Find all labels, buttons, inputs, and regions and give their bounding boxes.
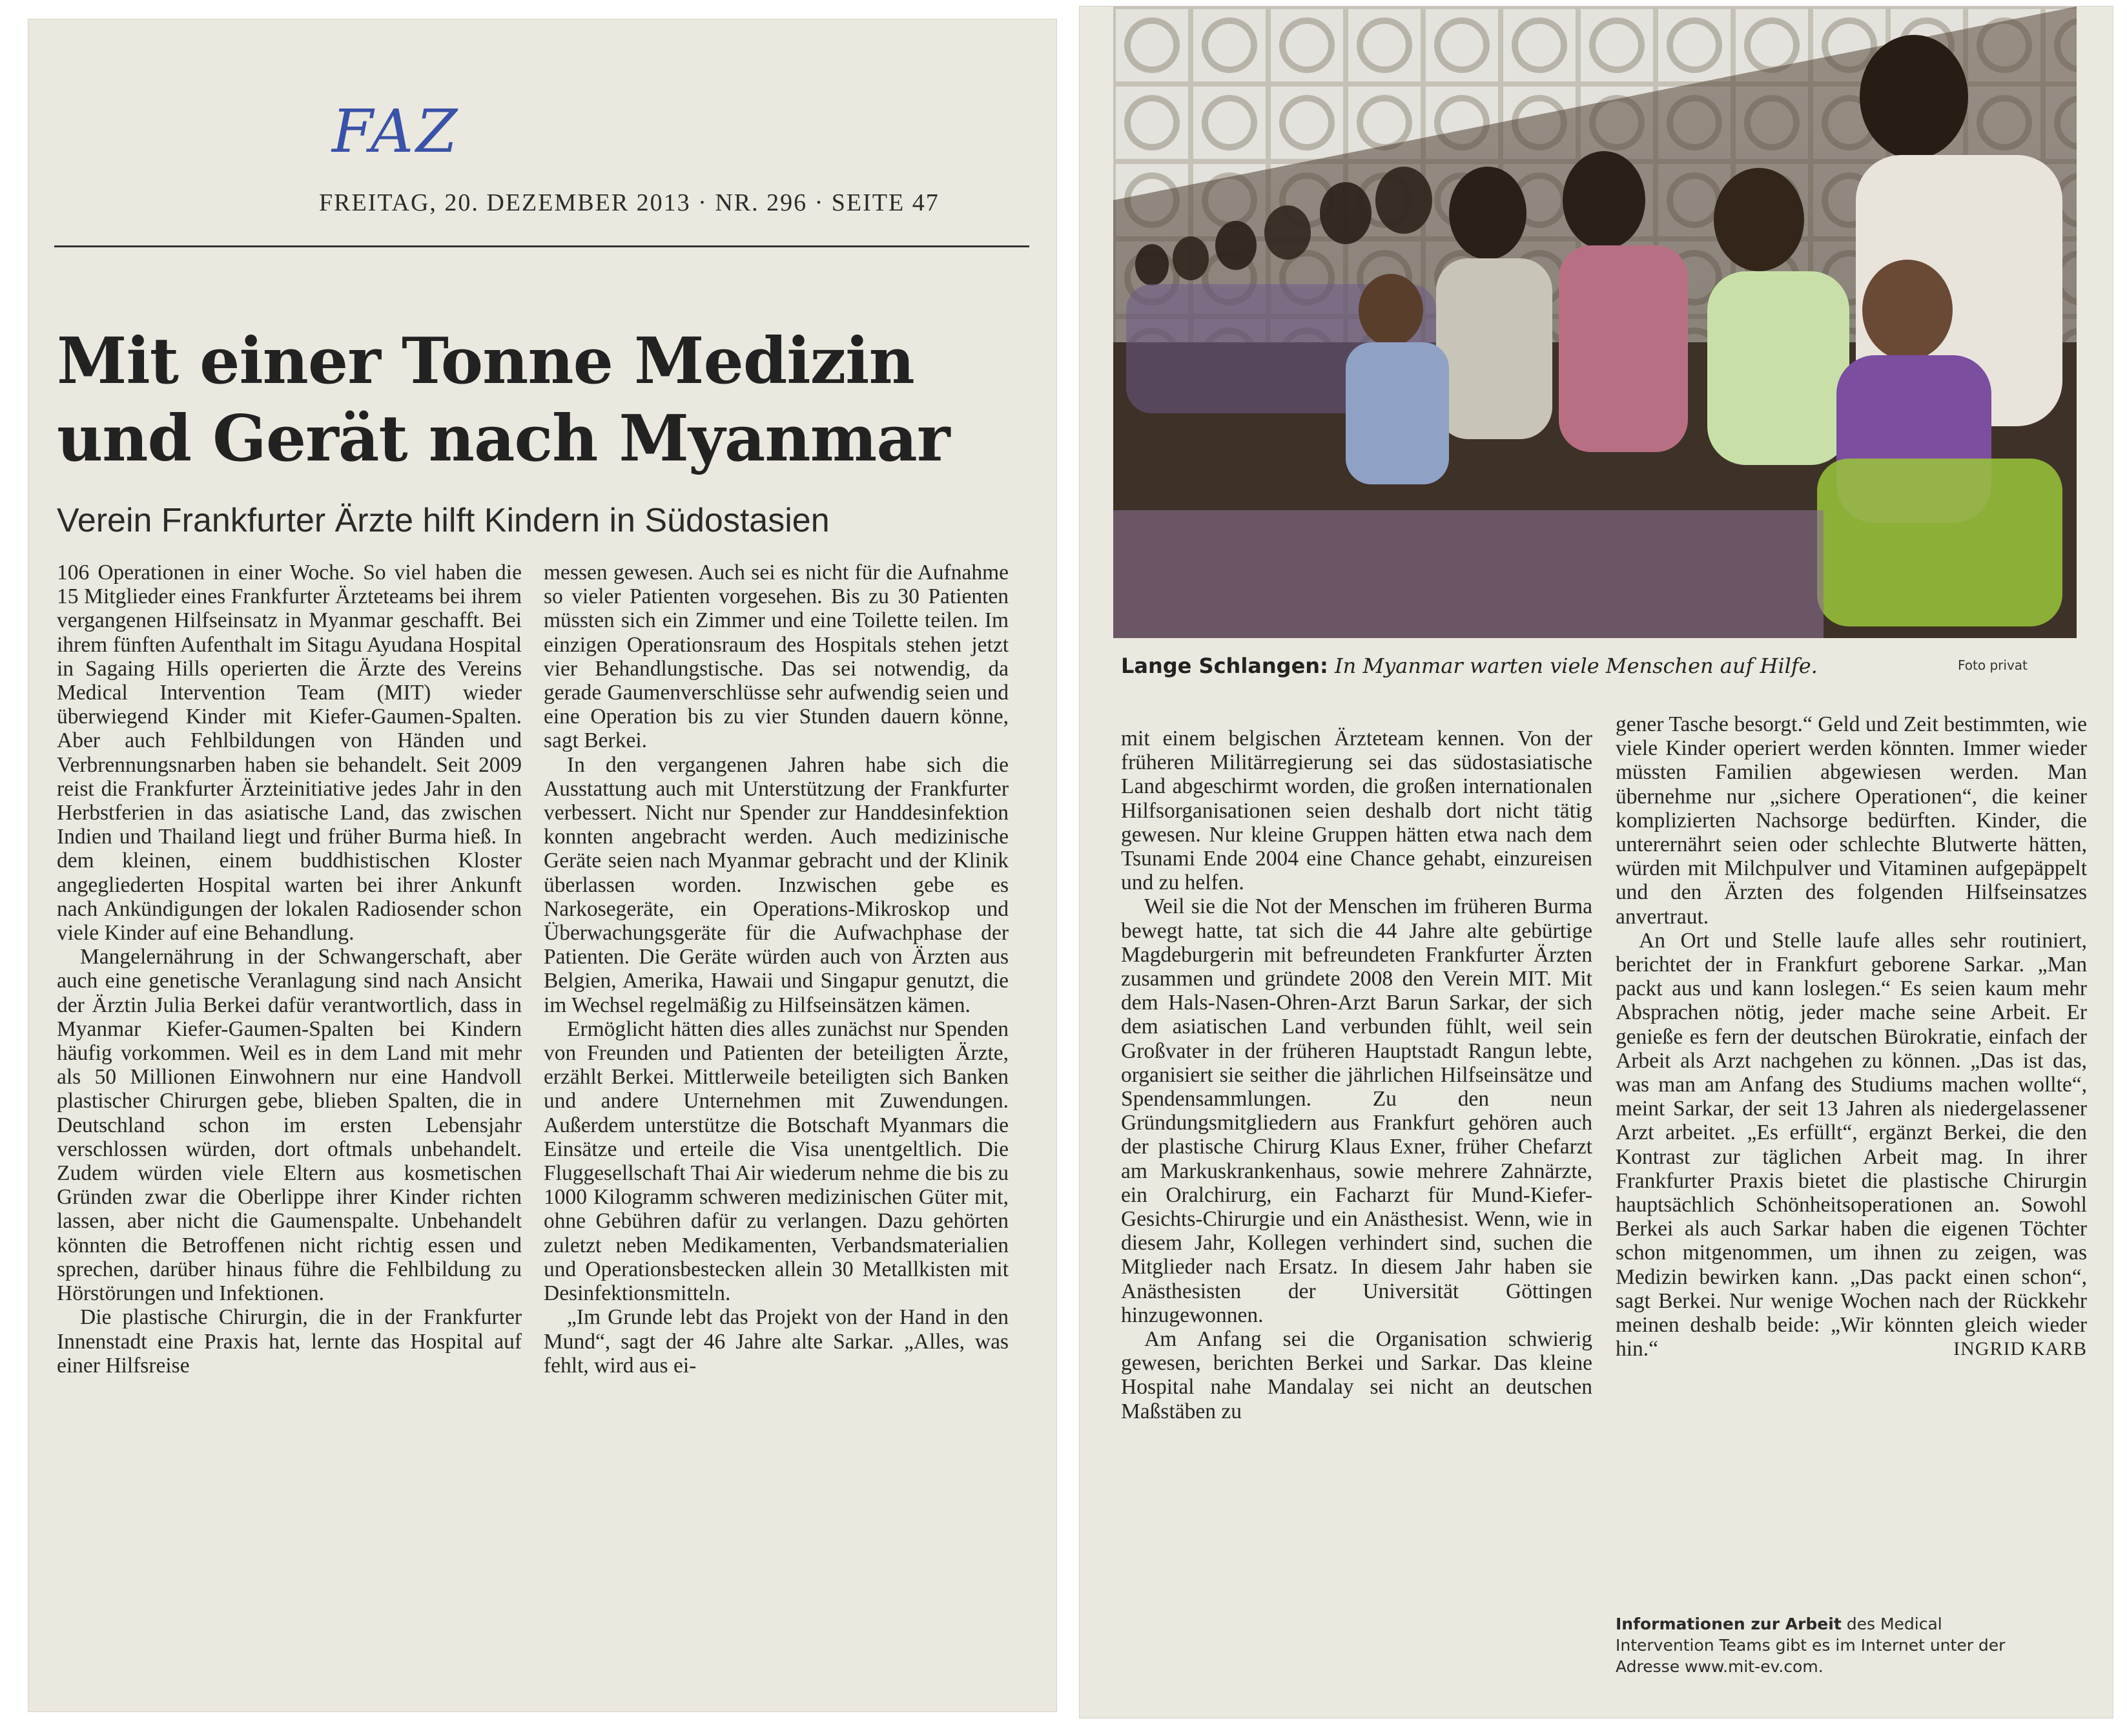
article-column-2 bbox=[544, 561, 1009, 1378]
article-column-3 bbox=[1121, 727, 1592, 1423]
caption-text: In Myanmar warten viele Menschen auf Hilfe. bbox=[1335, 654, 1818, 678]
headline: Mit einer Tonne Medizin und Gerät nach Myanmar bbox=[57, 324, 950, 476]
clipping-left bbox=[28, 19, 1056, 1711]
paragraph: messen gewesen. Auch sei es nicht für die Aufnahme so vieler Patienten vorgesehen. Bis zu 30 Patienten müssten sich ein Zimmer und eine Toilette teilen. Im einzigen Operationsraum des Hospitals stehen jetzt vier Behandlungstische. Das sei notwendig, da gerade Gaumenverschlüsse sehr aufwendig seien und eine Operation bis zu vier Stunden dauern könne, sagt Berkei. bbox=[544, 561, 1009, 753]
photo-credit: Foto privat bbox=[1958, 657, 2028, 673]
article-column-1 bbox=[57, 561, 522, 1378]
paragraph: An Ort und Stelle laufe alles sehr routiniert, berichtet der in Frankfurt geborene Sarkar. „Man packt aus und kann loslegen.“ Es seien kaum mehr Absprachen nötig, jeder mache seine Arbeit. Er genieße es fern der deutschen Bürokratie, einfach der Arbeit als Arzt nachgehen zu können. „Das ist das, was man am Anfang des Studiums machen wollte“, meint Sarkar, der seit 13 Jahren als niedergelassener Arzt arbeitet. „Es erfüllt“, ergänzt Berkei, die den Kontrast zur täglichen Arbeit mag. In ihrer Frankfurter Praxis bietet die plastische Chirurgin hauptsächlich Schönheitsoperationen an. Sowohl Berkei als auch Sarkar haben die eigenen Töchter schon mitgenommen, um ihnen zu zeigen, was Medizin bewirken kann. „Das packt einen schon“, sagt Berkei. Nur wenige Wochen nach der Rückkehr meinen deshalb beide: „Wir könnten gleich wieder hin.“ bbox=[1616, 928, 2087, 1361]
paragraph: Mangelernährung in der Schwangerschaft, aber auch eine genetische Veranlagung sind nach Ansicht der Ärztin Julia Berkei dafür verantwortlich, dass in Myanmar Kiefer-Gaumen-Spalten bei Kindern häufig vorkommen. Weil es in dem Land mit mehr als 50 Millionen Einwohnern nur eine Handvoll plastischer Chirurgen gebe, blieben Spalten, die in Deutschland schon im ersten Lebensjahr verschlossen würden, dort oftmals unbehandelt. Zudem würden viele Eltern aus kosmetischen Gründen zwar die Oberlippe ihrer Kinder richten lassen, aber nicht die Gaumenspalte. Unbehandelt könnten die Betroffenen nicht richtig essen und sprechen, darüber hinaus führe die Fehlbildung zu Hörstörungen und Infektionen. bbox=[57, 945, 522, 1306]
paragraph: Weil sie die Not der Menschen im früheren Burma bewegt hatte, tat sich die 44 Jahre alte gebürtige Magdeburgerin mit befreundeten Frankfurter Ärzten zusammen und gründete 2008 den Verein MIT. Mit dem Hals-Nasen-Ohren-Arzt Barun Sarkar, der sich dem asiatischen Land verbunden fühlt, weil sein Großvater in der früheren Hauptstadt Rangun lebte, organisiert sie seither die jährlichen Hilfseinsätze und Spendensammlungen. Zu den neun Gründungsmitgliedern aus Frankfurt gehören auch der plastische Chirurg Klaus Exner, früher Chefarzt am Markuskrankenhaus, sowie mehrere Zahnärzte, ein Oralchirurg, ein Facharzt für Mund-Kiefer-Gesichts-Chirurgie und ein Anästhesist. Wenn, wie in diesem Jahr, Kollegen verhindert sind, suchen die Mitglieder nach Ersatz. In diesem Jahr haben sie Anästhesisten der Universität Göttingen hinzugewonnen. bbox=[1121, 894, 1592, 1327]
paragraph: mit einem belgischen Ärzteteam kennen. Von der früheren Militärregierung sei das südostasiatische Land abgeschirmt worden, die großen internationalen Hilfsorganisationen seien deshalb dort nicht tätig gewesen. Nur kleine Gruppen hätten etwa nach dem Tsunami Ende 2004 eine Chance gehabt, einzureisen und zu helfen. bbox=[1121, 727, 1592, 895]
dateline: FREITAG, 20. DEZEMBER 2013 · NR. 296 · SEITE 47 bbox=[319, 189, 940, 216]
source-handwritten-mark: FAZ bbox=[332, 97, 460, 166]
article-column-4 bbox=[1616, 712, 2087, 1361]
caption-label: Lange Schlangen: bbox=[1121, 654, 1328, 678]
info-text: des Medical Intervention Teams gibt es im Internet unter der Adresse www.mit-ev.com. bbox=[1616, 1615, 2006, 1676]
header-rule bbox=[54, 245, 1029, 247]
info-bold: Informationen zur Arbeit bbox=[1616, 1615, 1842, 1633]
paragraph: Am Anfang sei die Organisation schwierig gewesen, berichten Berkei und Sarkar. Das kleine Hospital nahe Mandalay sei nicht an deutschen Maßstäben zu bbox=[1121, 1327, 1592, 1423]
clipping-right bbox=[1080, 6, 2113, 1718]
article-photo bbox=[1113, 6, 2077, 638]
photo-caption bbox=[1121, 654, 1818, 678]
paragraph: 106 Operationen in einer Woche. So viel haben die 15 Mitglieder eines Frankfurter Ärzteteams bei ihrem vergangenen Hilfseinsatz in Myanmar geschafft. Bei ihrem fünften Aufenthalt im Sitagu Ayudana Hospital in Sagaing Hills operierten die Ärzte des Vereins Medical Intervention Team (MIT) wieder überwiegend Kinder mit Kiefer-Gaumen-Spalten. Aber auch Fehlbildungen von Händen und Verbrennungsnarben haben sie behandelt. Seit 2009 reist die Frankfurter Ärzteinitiative jedes Jahr in den Herbstferien in das asiatische Land, das zwischen Indien und Thailand liegt und früher Burma hieß. In dem kleinen, einem buddhistischen Kloster angegliederten Hospital warten bei ihrer Ankunft nach Ankündigungen der lokalen Radiosender schon viele Kinder auf eine Behandlung. bbox=[57, 561, 522, 946]
paragraph: Ermöglicht hätten dies alles zunächst nur Spenden von Freunden und Patienten der beteiligten Ärzte, erzählt Berkei. Mittlerweile beteiligten sich Banken und andere Unternehmen mit Zuwendungen. Außerdem unterstütze die Botschaft Myanmars die Einsätze und erteile die Visa unentgeltlich. Die Fluggesellschaft Thai Air wiederum nehme die bis zu 1000 Kilogramm schweren medizinischen Güter mit, ohne Gebühren dafür zu verlangen. Dazu gehörten zuletzt neben Medikamenten, Verbandsmaterialien und Operationsbestecken allein 30 Metallkisten mit Desinfektionsmitteln. bbox=[544, 1017, 1009, 1306]
paragraph: gener Tasche besorgt.“ Geld und Zeit bestimmten, wie viele Kinder operiert werden könnten. Immer wieder müssten Familien abgewiesen werden. Man übernehme nur „sichere Operationen“, die keiner komplizierten Nachsorge bedürften. Kinder, die unterernährt seien oder schlechte Blutwerte hätten, würden mit Milchpulver und Vitaminen aufgepäppelt und den Ärzten des folgenden Hilfseinsatzes anvertraut. bbox=[1616, 712, 2087, 929]
paragraph: Die plastische Chirurgin, die in der Frankfurter Innenstadt eine Praxis hat, lernte das Hospital auf einer Hilfsreise bbox=[57, 1305, 522, 1378]
subheadline: Verein Frankfurter Ärzte hilft Kindern in Südostasien bbox=[57, 502, 830, 539]
author-byline: INGRID KARB bbox=[1953, 1338, 2087, 1360]
photo-waiting-patients bbox=[1113, 6, 2077, 638]
paragraph: In den vergangenen Jahren habe sich die Ausstattung auch mit Unterstützung der Frankfurter verbessert. Nicht nur Spender zur Handdesinfektion konnten angebracht werden. Auch medizinische Geräte seien nach Myanmar gebracht und der Klinik überlassen worden. Inzwischen gebe es Narkosegeräte, ein Operations-Mikroskop und Überwachungsgeräte für die Aufwachphase der Patienten. Die Geräte würden auch von Ärzten aus Belgien, Amerika, Hawaii und Singapur genutzt, die im Wechsel regelmäßig zu Hilfseinsätzen kämen. bbox=[544, 752, 1009, 1017]
info-box bbox=[1616, 1613, 2016, 1677]
paragraph: „Im Grunde lebt das Projekt von der Hand in den Mund“, sagt der 46 Jahre alte Sarkar. „Alles, was fehlt, wird aus ei- bbox=[544, 1305, 1009, 1378]
